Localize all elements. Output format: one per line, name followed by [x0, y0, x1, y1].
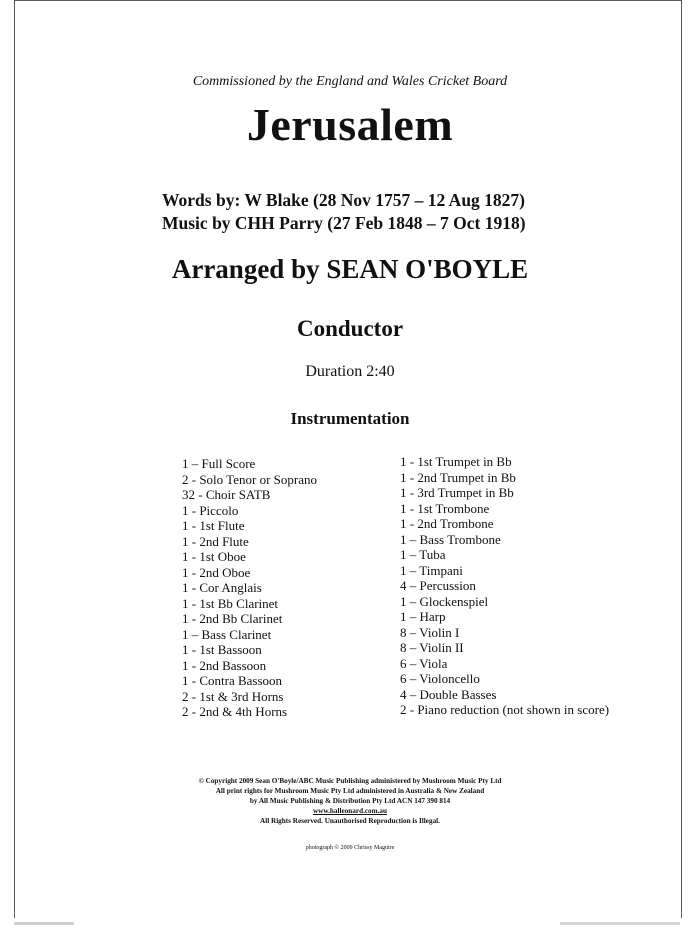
- instrument-item: 8 – Violin I: [400, 624, 460, 640]
- bottom-strip: [0, 918, 700, 933]
- instrument-item: 1 – Timpani: [400, 562, 463, 578]
- instrument-item: 1 - 2nd Trombone: [400, 516, 494, 531]
- instrument-item: 1 - Contra Bassoon: [182, 673, 283, 688]
- instrument-item: 1 - 1st Flute: [182, 518, 245, 533]
- instrument-item: 6 – Violoncello: [400, 671, 480, 686]
- arranger-line: Arranged by SEAN O'BOYLE: [171, 254, 529, 284]
- copyright-line: © Copyright 2009 Sean O'Boyle/ABC Music Publishing administered by Mushroom Music Pty Ltd: [198, 777, 502, 785]
- instrumentation-right-column: [400, 454, 609, 718]
- instrument-item: 2 - Solo Tenor or Soprano: [182, 471, 317, 487]
- instrument-item: 1 – Harp: [400, 609, 446, 624]
- instrument-item: 1 – Full Score: [182, 456, 256, 471]
- instrument-item: 4 – Percussion: [400, 578, 476, 593]
- instrument-item: 1 - 2nd Flute: [182, 533, 249, 549]
- instrument-item: 8 – Violin II: [400, 640, 464, 655]
- instrument-item: 1 - 2nd Trumpet in Bb: [400, 469, 516, 485]
- instrument-item: 1 – Tuba: [400, 547, 446, 562]
- instrument-item: 1 - 2nd Oboe: [182, 564, 251, 580]
- instrument-item: 1 - Piccolo: [182, 502, 239, 518]
- website-link[interactable]: www.halleonard.com.au: [312, 807, 388, 815]
- commission-line: Commissioned by the England and Wales Cricket Board: [192, 74, 508, 89]
- instrument-item: 1 - 1st Oboe: [182, 549, 246, 564]
- instrument-item: 1 - Cor Anglais: [182, 580, 262, 595]
- duration: Duration 2:40: [305, 363, 395, 380]
- music-credit: Music by CHH Parry (27 Feb 1848 – 7 Oct 1918): [162, 213, 526, 233]
- part-name: Conductor: [296, 316, 404, 341]
- instrument-item: 2 - Piano reduction (not shown in score): [400, 702, 610, 717]
- bottom-edge-mark: [560, 922, 680, 925]
- instrument-item: 1 - 2nd Bassoon: [182, 657, 267, 673]
- instrument-item: 1 - 2nd Bb Clarinet: [182, 611, 283, 626]
- print-rights-line: All print rights for Mushroom Music Pty Ltd administered in Australia & New Zealand: [215, 787, 485, 795]
- instrument-item: 6 – Viola: [400, 655, 448, 671]
- distributor-line: by All Music Publishing & Distribution Pty Ltd ACN 147 390 814: [249, 797, 451, 805]
- instrumentation-heading: Instrumentation: [290, 409, 410, 428]
- photo-credit: photograph © 2009 Chrissy Maguire: [305, 845, 395, 851]
- instrument-item: 2 - 1st & 3rd Horns: [182, 688, 284, 704]
- instrument-item: 1 - 1st Trumpet in Bb: [400, 454, 512, 469]
- instrument-item: 1 - 1st Bb Clarinet: [182, 595, 279, 611]
- page-title: Jerusalem: [246, 99, 454, 150]
- instrumentation-left-column: [182, 456, 317, 720]
- instrument-item: 4 – Double Basses: [400, 686, 497, 702]
- bottom-edge-mark: [14, 922, 74, 925]
- instrument-item: 32 - Choir SATB: [182, 487, 271, 502]
- rights-reserved-line: All Rights Reserved. Unauthorised Reproduction is Illegal.: [260, 817, 440, 825]
- instrument-item: 1 - 1st Bassoon: [182, 642, 262, 657]
- instrument-item: 1 – Glockenspiel: [400, 593, 489, 609]
- words-credit: Words by: W Blake (28 Nov 1757 – 12 Aug 1827): [162, 190, 526, 210]
- instrument-item: 1 – Bass Clarinet: [182, 626, 272, 642]
- credits-block: [162, 189, 582, 235]
- copyright-block: [0, 776, 700, 826]
- instrument-item: 1 - 1st Trombone: [400, 500, 490, 516]
- instrument-item: 1 – Bass Trombone: [400, 531, 501, 547]
- instrument-item: 1 - 3rd Trumpet in Bb: [400, 485, 514, 500]
- instrument-item: 2 - 2nd & 4th Horns: [182, 704, 288, 719]
